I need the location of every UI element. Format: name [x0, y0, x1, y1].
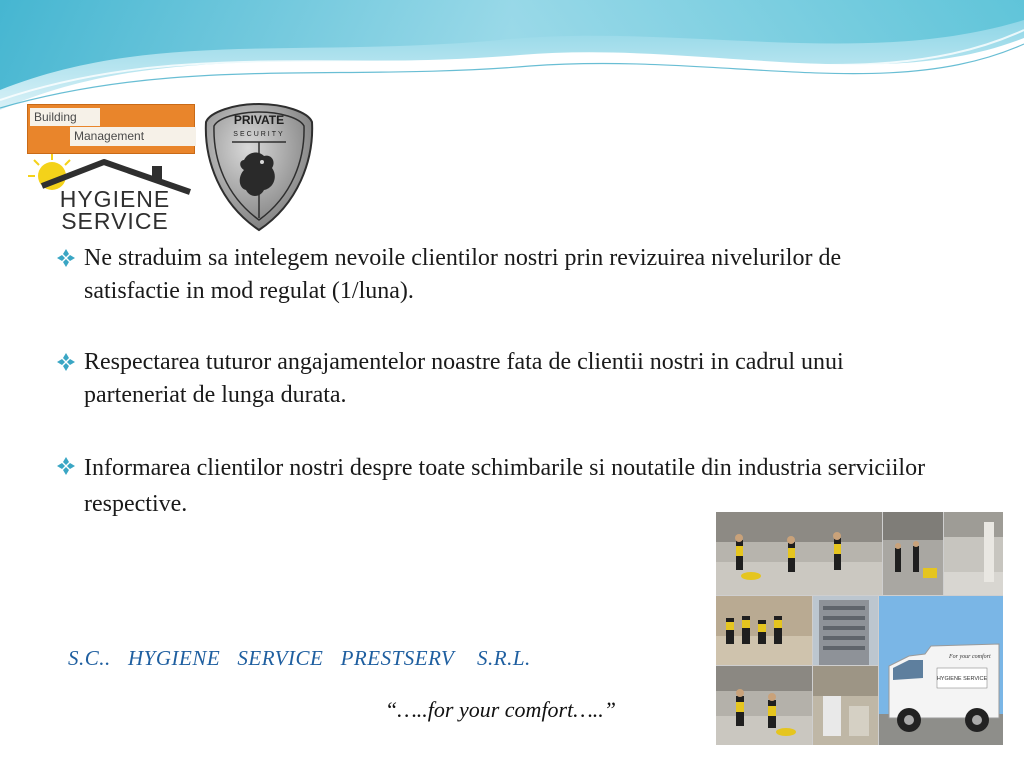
- building-management-logo-top: Building: [30, 108, 100, 126]
- building-exterior-photo: [813, 596, 878, 665]
- hygiene-service-logo: [24, 152, 199, 232]
- cleaning-equipment-photo: [813, 666, 878, 745]
- cleaning-photo-garage-1: [716, 512, 882, 595]
- cleaning-photo-garage-4: [716, 666, 812, 745]
- private-security-shield-logo: [202, 100, 316, 234]
- company-name: S.C.. HYGIENE SERVICE PRESTSERV S.R.L.: [68, 646, 531, 670]
- slogan: “…..for your comfort…..”: [385, 697, 617, 722]
- diamond-bullet-icon: [56, 248, 76, 268]
- bullet-text: Ne straduim sa intelegem nevoile clientilor nostri prin revizuirea nivelurilor de satisfactie in mod regulat (1/luna).: [84, 245, 842, 304]
- header-wave-decoration: [0, 0, 1024, 120]
- cleaning-photo-garage-3: [944, 512, 1003, 595]
- van-tagline: For your comfort: [949, 654, 991, 660]
- svg-text:PRIVATE: PRIVATE: [233, 113, 285, 127]
- building-management-logo: [27, 104, 195, 154]
- bullet-text: Informarea clientilor nostri despre toate schimbarile si noutatile din industria serviciilor respective.: [84, 455, 926, 517]
- bullet-text: Respectarea tuturor angajamentelor noastre fata de clientii nostri in cadrul unui parteneriat de lunga durata.: [84, 349, 844, 408]
- photo-collage: [716, 512, 1003, 745]
- bullet-item: [56, 346, 936, 412]
- branded-van-photo: [879, 596, 1003, 745]
- svg-text:SECURITY: SECURITY: [233, 131, 285, 138]
- bullet-list: [56, 242, 936, 522]
- hygiene-logo-line2: SERVICE: [61, 208, 169, 234]
- diamond-bullet-icon: [56, 352, 76, 372]
- building-management-logo-bottom: Management: [70, 127, 196, 146]
- hygiene-logo-line1: HYGIENE: [59, 186, 171, 212]
- bullet-item: [56, 242, 936, 308]
- van-brand: HYGIENE SERVICE: [936, 676, 988, 682]
- cleaning-photo-group: [716, 596, 812, 665]
- diamond-bullet-icon: [56, 456, 76, 476]
- cleaning-photo-garage-2: [883, 512, 943, 595]
